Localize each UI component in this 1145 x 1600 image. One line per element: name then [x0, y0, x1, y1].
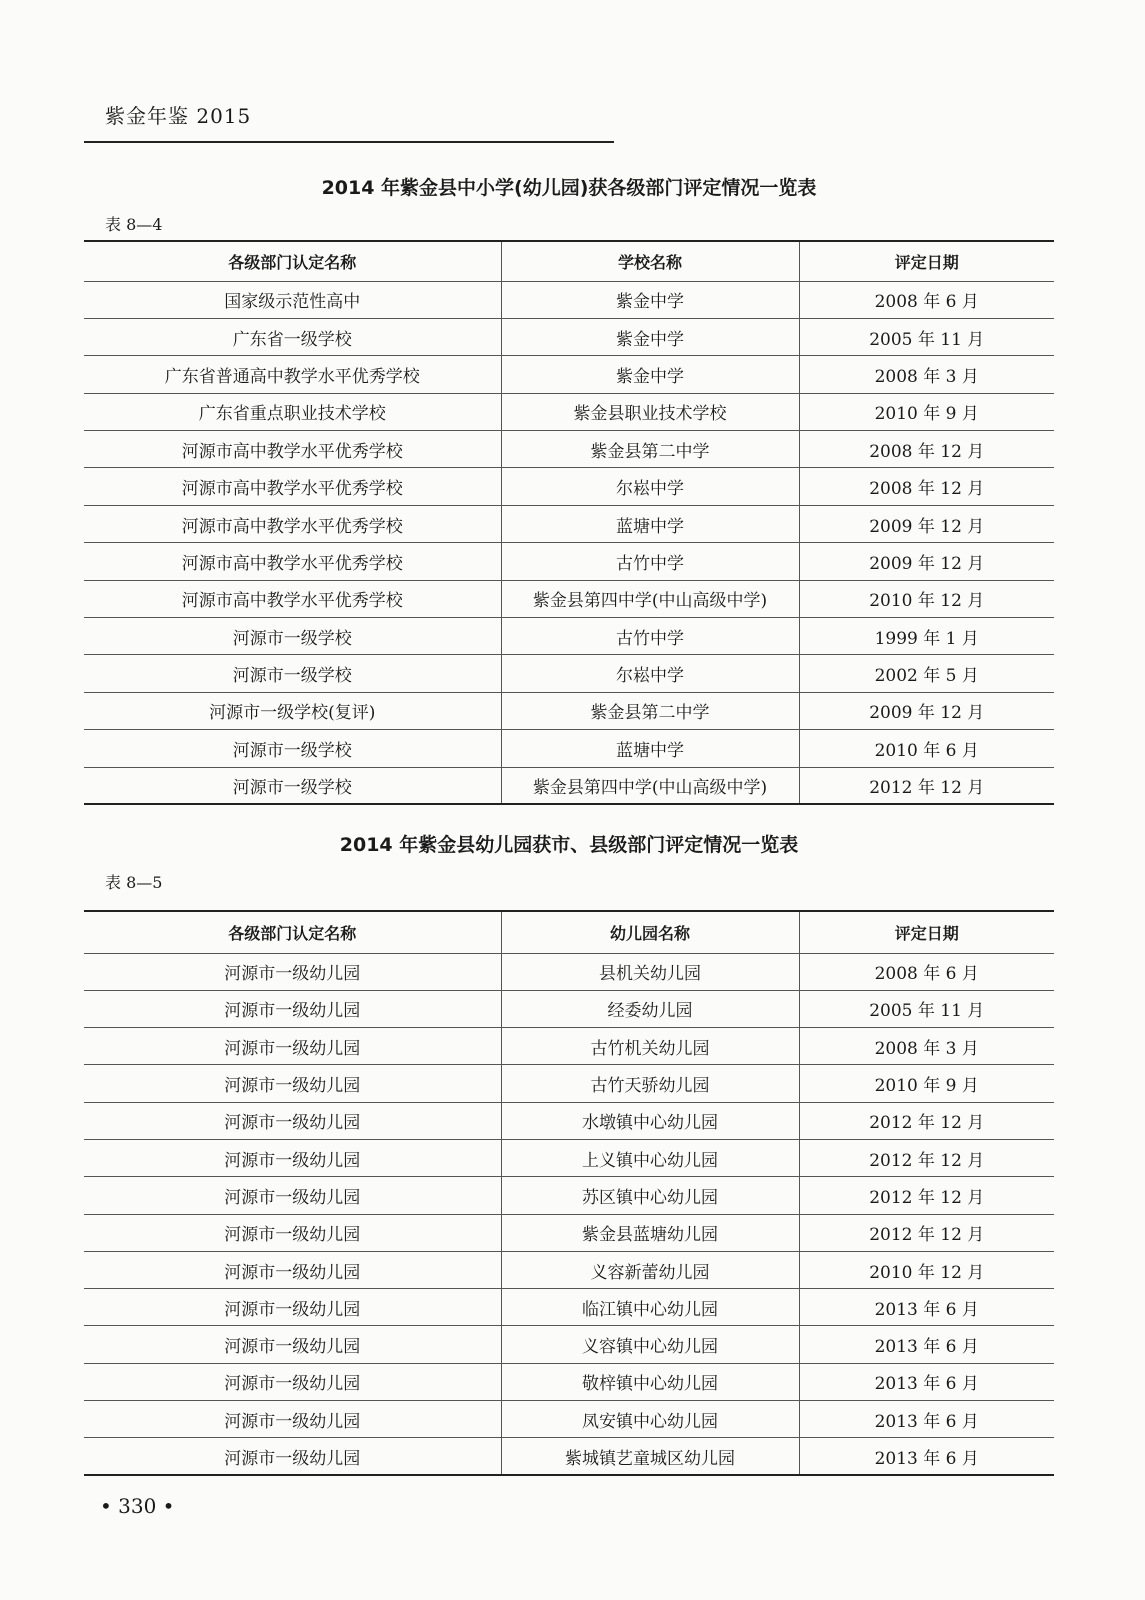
table-cell: 河源市一级幼儿园: [84, 1326, 501, 1363]
table-row: [84, 1363, 1054, 1400]
table-cell: 古竹中学: [501, 618, 799, 655]
table-cell: 2012 年 12 月: [799, 1177, 1054, 1214]
table-cell: 紫城镇艺童城区幼儿园: [501, 1438, 799, 1475]
table-cell: 河源市一级幼儿园: [84, 1289, 501, 1326]
table1-code: 表 8—4: [105, 215, 163, 234]
table-row: [84, 1177, 1054, 1214]
table-cell: 1999 年 1 月: [799, 618, 1054, 655]
table-row: [84, 1326, 1054, 1363]
table-cell: 紫金县蓝塘幼儿园: [501, 1214, 799, 1251]
table-cell: 上义镇中心幼儿园: [501, 1139, 799, 1176]
table-cell: 国家级示范性高中: [84, 281, 501, 318]
table-row: [84, 1065, 1054, 1102]
table-cell: 2008 年 12 月: [799, 468, 1054, 505]
table-cell: 紫金县第二中学: [501, 692, 799, 729]
table-cell: 2013 年 6 月: [799, 1326, 1054, 1363]
table1-title: 2014 年紫金县中小学(幼儿园)获各级部门评定情况一览表: [321, 177, 817, 199]
table-cell: 河源市一级幼儿园: [84, 1401, 501, 1438]
table-row: [84, 281, 1054, 318]
table-row: [84, 692, 1054, 729]
table-row: [84, 1289, 1054, 1326]
table-row: [84, 1438, 1054, 1475]
table-cell: 蓝塘中学: [501, 730, 799, 767]
table-cell: 尔崧中学: [501, 468, 799, 505]
table-cell: 河源市一级幼儿园: [84, 1102, 501, 1139]
table-row: [84, 730, 1054, 767]
table-cell: 河源市一级幼儿园: [84, 1363, 501, 1400]
table-cell: 2010 年 12 月: [799, 1251, 1054, 1288]
table-cell: 2013 年 6 月: [799, 1363, 1054, 1400]
table-row: [84, 468, 1054, 505]
table-cell: 2008 年 3 月: [799, 1028, 1054, 1065]
table-row: [84, 1251, 1054, 1288]
table-cell: 古竹天骄幼儿园: [501, 1065, 799, 1102]
table-cell: 苏区镇中心幼儿园: [501, 1177, 799, 1214]
table-cell: 2008 年 6 月: [799, 953, 1054, 990]
table-cell: 2009 年 12 月: [799, 505, 1054, 542]
table-cell: 临江镇中心幼儿园: [501, 1289, 799, 1326]
header-rule: [84, 141, 614, 143]
table-row: [84, 618, 1054, 655]
table-cell: 2009 年 12 月: [799, 692, 1054, 729]
table-cell: 敬梓镇中心幼儿园: [501, 1363, 799, 1400]
table-cell: 2009 年 12 月: [799, 543, 1054, 580]
table-cell: 紫金县第四中学(中山高级中学): [501, 767, 799, 804]
table-cell: 2008 年 6 月: [799, 281, 1054, 318]
table-cell: 广东省普通高中教学水平优秀学校: [84, 356, 501, 393]
table-row: [84, 318, 1054, 355]
table-cell: 2013 年 6 月: [799, 1289, 1054, 1326]
table-cell: 河源市一级幼儿园: [84, 1251, 501, 1288]
table-cell: 义容新蕾幼儿园: [501, 1251, 799, 1288]
table-row: [84, 393, 1054, 430]
table-cell: 河源市高中教学水平优秀学校: [84, 505, 501, 542]
column-header: 评定日期: [799, 911, 1054, 953]
table-cell: 河源市高中教学水平优秀学校: [84, 543, 501, 580]
table-cell: 2005 年 11 月: [799, 990, 1054, 1027]
table-cell: 紫金中学: [501, 318, 799, 355]
table-row: [84, 990, 1054, 1027]
table-cell: 2012 年 12 月: [799, 1102, 1054, 1139]
column-header: 学校名称: [501, 241, 799, 281]
table-cell: 2013 年 6 月: [799, 1438, 1054, 1475]
table2: [84, 910, 1054, 1476]
table-row: [84, 505, 1054, 542]
table-cell: 2008 年 12 月: [799, 431, 1054, 468]
table-cell: 义容镇中心幼儿园: [501, 1326, 799, 1363]
table-row: [84, 1102, 1054, 1139]
table-cell: 河源市一级幼儿园: [84, 1065, 501, 1102]
table-cell: 古竹机关幼儿园: [501, 1028, 799, 1065]
table-cell: 2010 年 9 月: [799, 393, 1054, 430]
table-cell: 2010 年 12 月: [799, 580, 1054, 617]
table-row: [84, 1028, 1054, 1065]
column-header: 各级部门认定名称: [84, 241, 501, 281]
page-number: • 330 •: [100, 1494, 175, 1518]
table-cell: 河源市一级学校: [84, 730, 501, 767]
table-cell: 2010 年 9 月: [799, 1065, 1054, 1102]
table-cell: 河源市高中教学水平优秀学校: [84, 468, 501, 505]
table-row: [84, 1401, 1054, 1438]
table-cell: 2012 年 12 月: [799, 767, 1054, 804]
table-cell: 河源市一级学校: [84, 767, 501, 804]
table-cell: 古竹中学: [501, 543, 799, 580]
table2-code: 表 8—5: [105, 873, 163, 892]
column-header: 幼儿园名称: [501, 911, 799, 953]
table-row: [84, 356, 1054, 393]
table-row: [84, 580, 1054, 617]
table-cell: 河源市一级幼儿园: [84, 1177, 501, 1214]
table-header-row: [84, 911, 1054, 953]
table2-title: 2014 年紫金县幼儿园获市、县级部门评定情况一览表: [339, 834, 799, 856]
table-cell: 河源市一级幼儿园: [84, 990, 501, 1027]
table-cell: 紫金中学: [501, 356, 799, 393]
table-cell: 蓝塘中学: [501, 505, 799, 542]
table-cell: 河源市一级幼儿园: [84, 1139, 501, 1176]
table-cell: 广东省一级学校: [84, 318, 501, 355]
table-cell: 凤安镇中心幼儿园: [501, 1401, 799, 1438]
table-cell: 2005 年 11 月: [799, 318, 1054, 355]
table-cell: 县机关幼儿园: [501, 953, 799, 990]
table-cell: 经委幼儿园: [501, 990, 799, 1027]
table-cell: 2012 年 12 月: [799, 1139, 1054, 1176]
table-cell: 河源市高中教学水平优秀学校: [84, 580, 501, 617]
table-cell: 2010 年 6 月: [799, 730, 1054, 767]
table1: [84, 240, 1054, 805]
table-cell: 尔崧中学: [501, 655, 799, 692]
table-cell: 紫金县第二中学: [501, 431, 799, 468]
table-cell: 2008 年 3 月: [799, 356, 1054, 393]
table-cell: 2013 年 6 月: [799, 1401, 1054, 1438]
table-row: [84, 431, 1054, 468]
table-cell: 水墩镇中心幼儿园: [501, 1102, 799, 1139]
column-header: 各级部门认定名称: [84, 911, 501, 953]
table-cell: 河源市一级学校(复评): [84, 692, 501, 729]
table-row: [84, 543, 1054, 580]
table-cell: 2002 年 5 月: [799, 655, 1054, 692]
table-cell: 河源市一级幼儿园: [84, 953, 501, 990]
table-cell: 河源市高中教学水平优秀学校: [84, 431, 501, 468]
table-row: [84, 655, 1054, 692]
table-cell: 紫金中学: [501, 281, 799, 318]
table-header-row: [84, 241, 1054, 281]
table-row: [84, 953, 1054, 990]
table-cell: 河源市一级幼儿园: [84, 1438, 501, 1475]
table-row: [84, 1214, 1054, 1251]
table-cell: 紫金县第四中学(中山高级中学): [501, 580, 799, 617]
table-cell: 2012 年 12 月: [799, 1214, 1054, 1251]
column-header: 评定日期: [799, 241, 1054, 281]
running-header: 紫金年鉴 2015: [105, 104, 252, 128]
table-cell: 河源市一级学校: [84, 655, 501, 692]
table-cell: 紫金县职业技术学校: [501, 393, 799, 430]
table-cell: 河源市一级学校: [84, 618, 501, 655]
table-cell: 广东省重点职业技术学校: [84, 393, 501, 430]
table-row: [84, 1139, 1054, 1176]
table-cell: 河源市一级幼儿园: [84, 1214, 501, 1251]
table-row: [84, 767, 1054, 804]
table-cell: 河源市一级幼儿园: [84, 1028, 501, 1065]
